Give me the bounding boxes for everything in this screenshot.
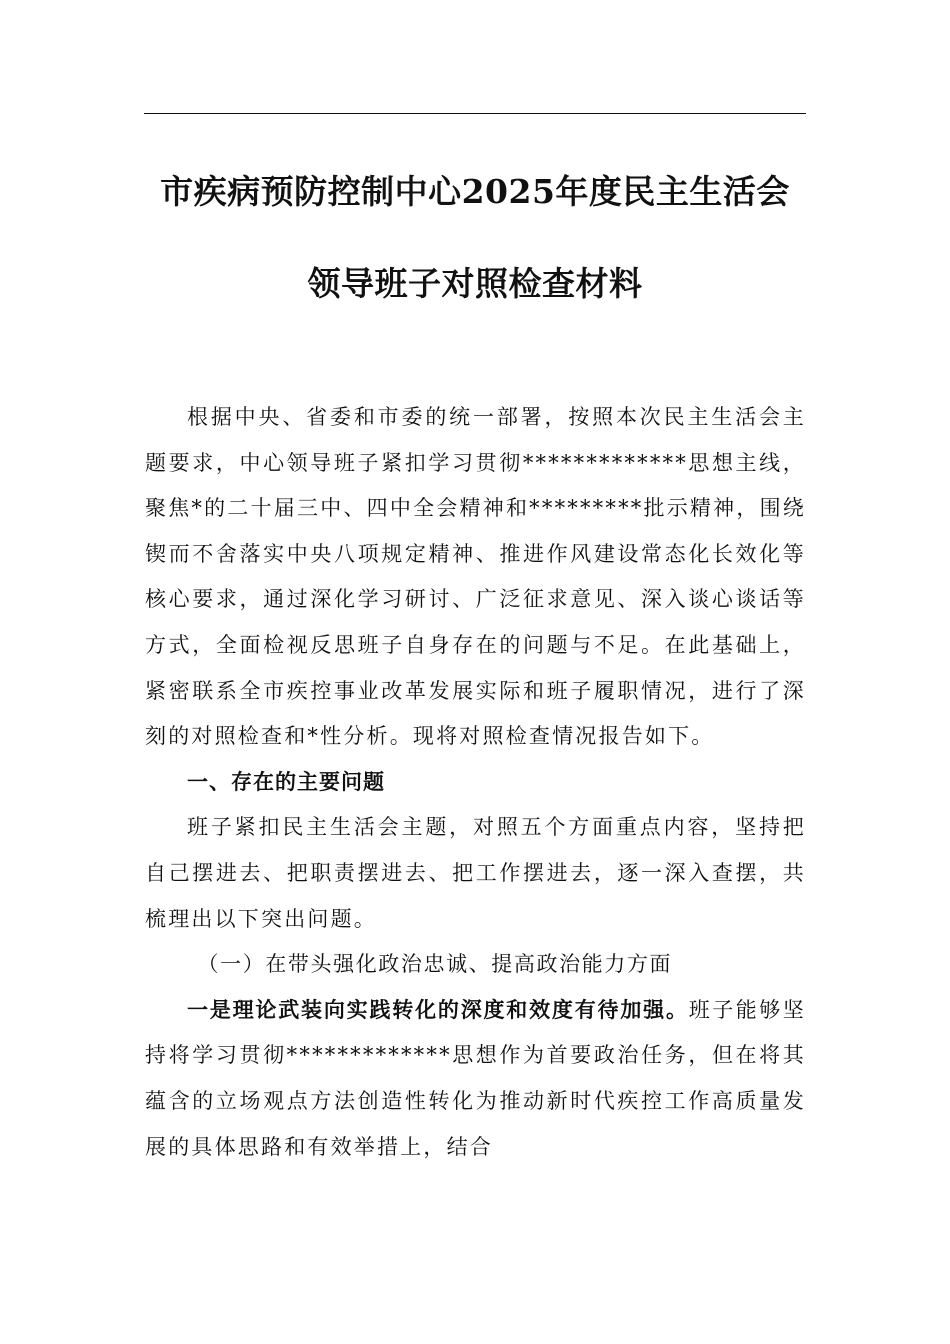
title-line-2: 领导班子对照检查材料: [307, 264, 643, 303]
subsection-heading-political: （一）在带头强化政治忠诚、提高政治能力方面: [197, 952, 673, 977]
intro-paragraph: 根据中央、省委和市委的统一部署，按照本次民主生活会主题要求，中心领导班子紧扣学习贯彻*************思想主线，聚焦*的二十届三中、四中全会精神和*********批示精神，围绕锲而不舍落实中央八项规定精神、推进作风建设常态化长效化等核心要求，通过深化学习研讨、广泛征求意见、深入谈心谈话等方式，全面检视反思班子自身存在的问题与不足。在此基础上，紧密联系全市疾控事业改革发展实际和班子履职情况，进行了深刻的对照检查和*性分析。现将对照检查情况报告如下。: [145, 405, 806, 749]
section-heading-problems: 一、存在的主要问题: [187, 769, 385, 794]
title-line-1: 市疾病预防控制中心2025年度民主生活会: [160, 172, 790, 211]
point-1-lead: 一是理论武装向实践转化的深度和效度有待加强。: [187, 997, 689, 1022]
header-rule: [144, 113, 806, 114]
document-title: [100, 168, 850, 308]
point-1-text: 班子能够坚持将学习贯彻*************思想作为首要政治任务，但在将其蕴含的立场观点方法创造性转化为推动新时代疾控工作高质量发展的具体思路和有效举措上，结合: [145, 997, 807, 1159]
section-intro-paragraph: 班子紧扣民主生活会主题，对照五个方面重点内容，坚持把自己摆进去、把职责摆进去、把工作摆进去，逐一深入查摆，共梳理出以下突出问题。: [145, 815, 806, 931]
point-paragraph-1: [145, 988, 806, 1170]
document-body: [145, 395, 806, 1170]
